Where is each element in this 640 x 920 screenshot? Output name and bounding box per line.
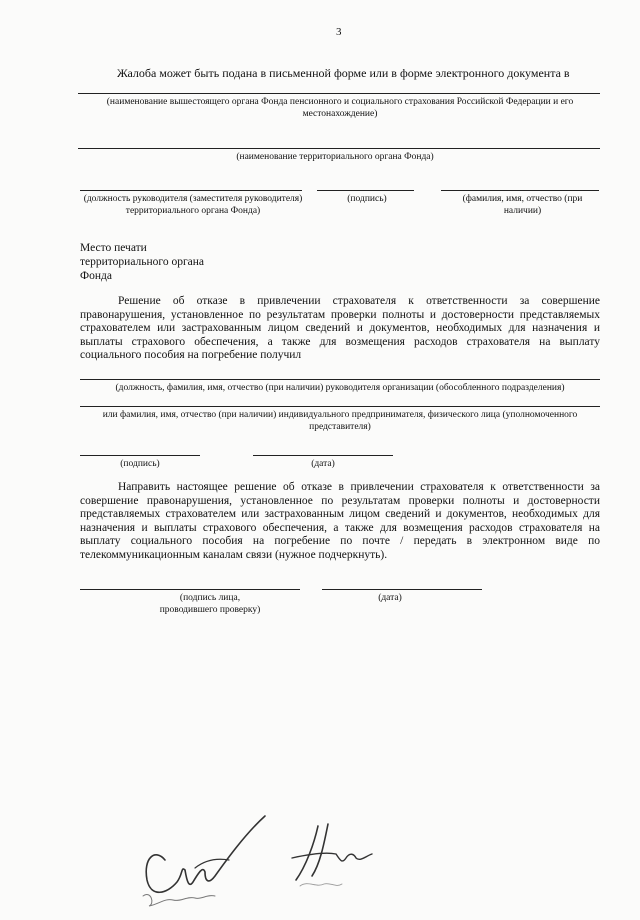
dispatch-date-line (322, 589, 482, 590)
head-name-line (441, 190, 599, 191)
entrepreneur-caption: или фамилия, имя, отчество (при наличии) индивидуального предпринимателя, физического лица (уполномоченного представителя) (102, 410, 578, 432)
receipt-date-caption: (дата) (311, 459, 335, 469)
head-name-caption: (фамилия, имя, отчество (при наличии) (462, 194, 583, 216)
receipt-date-line (253, 455, 393, 456)
territorial-body-line (78, 148, 600, 149)
receipt-paragraph: Решение об отказе в привлечении страхователя к ответственности за совершение правонарушения, установленное по результатам проверки полноты и достоверности представляемых страхователем или застрахованным лицом сведений и документов, необходимых для назначения и выплаты страхового обеспечения, а также для возмещения расходов страхователя на выплату социального пособия на погребение получил (80, 295, 600, 362)
head-signature-caption: (подпись) (347, 194, 387, 204)
higher-body-line (78, 93, 600, 94)
dispatch-date-caption: (дата) (378, 593, 402, 603)
receipt-signature-line (80, 455, 200, 456)
inspector-signature-caption: (подпись лица, проводившего проверку) (159, 593, 261, 615)
inspector-signature-line (80, 589, 300, 590)
complaint-intro: Жалоба может быть подана в письменной форме или в форме электронного документа в (117, 66, 570, 80)
head-position-caption: (должность руководителя (заместителя руководителя) территориального органа Фонда) (83, 194, 303, 216)
receipt-signature-caption: (подпись) (120, 459, 160, 469)
stamp-place: Место печати территориального органа Фонда (80, 242, 205, 282)
manager-caption: (должность, фамилия, имя, отчество (при наличии) руководителя организации (обособленного подразделения) (115, 383, 565, 393)
entrepreneur-line (80, 406, 600, 407)
manager-line (80, 379, 600, 380)
head-position-line (80, 190, 302, 191)
dispatch-paragraph: Направить настоящее решение об отказе в привлечении страхователя к ответственности за совершение правонарушения, установленное по результатам проверки полноты и достоверности представляемых страхователем или застрахованным лицом сведений и документов, необходимых для назначения и выплаты страхового обеспечения, а также для возмещения расходов страхователя на выплату социального пособия на погребение по почте / передать в электронном виде по телекоммуникационным каналам связи (нужное подчеркнуть). (80, 481, 600, 561)
handwritten-signature-left (125, 810, 285, 920)
handwritten-signature-right (280, 818, 390, 908)
page-number: 3 (336, 26, 342, 38)
head-signature-line (317, 190, 414, 191)
higher-body-caption: (наименование вышестоящего органа Фонда пенсионного и социального страхования Российской Федерации и его местонахождение) (106, 97, 574, 119)
territorial-body-caption: (наименование территориального органа Фонда) (236, 152, 434, 162)
